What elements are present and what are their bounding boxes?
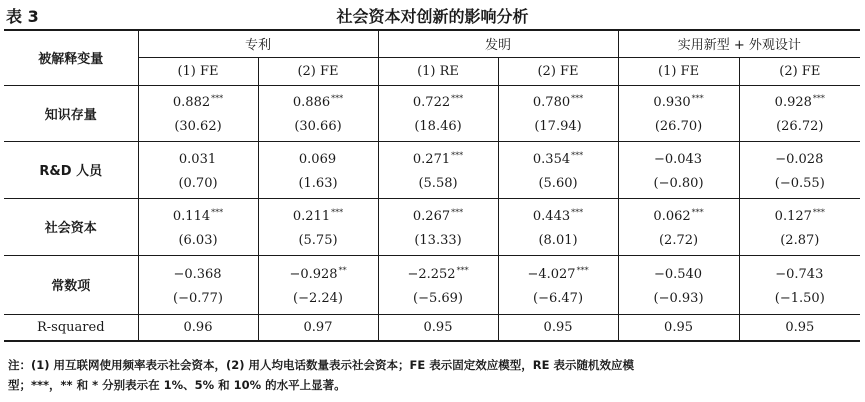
t-statistic: (1.63): [298, 175, 338, 191]
group-header-invention: 发明: [378, 30, 618, 57]
table-row: [4, 198, 860, 255]
coefficient-number: 0.722: [412, 95, 451, 110]
estimate-cell: [258, 198, 378, 255]
estimate-cell: [258, 85, 378, 141]
estimate-cell: [618, 255, 739, 314]
coefficient-number: −4.027: [527, 266, 576, 282]
t-statistic: (6.03): [178, 232, 218, 248]
table-body: [4, 85, 860, 341]
t-statistic: (5.60): [538, 175, 578, 191]
rsquared-value: 0.95: [618, 314, 739, 341]
coefficient-value: [499, 92, 618, 110]
estimate-cell: [498, 141, 618, 198]
rsquared-label: R-squared: [4, 314, 138, 341]
t-statistic: (−1.50): [774, 290, 825, 306]
rsquared-value: 0.95: [378, 314, 498, 341]
coefficient-value: [499, 149, 618, 167]
coefficient-value: [740, 264, 861, 282]
note-line-2: 型；***，** 和 * 分别表示在 1%、5% 和 10% 的水平上显著。: [8, 378, 346, 392]
coefficient-value: [139, 149, 258, 167]
t-statistic: (−5.69): [413, 290, 463, 306]
coefficient-number: 0.882: [172, 95, 211, 110]
significance-stars: ***: [691, 207, 704, 217]
coefficient-number: −0.540: [653, 266, 703, 282]
significance-stars: ***: [571, 207, 584, 217]
significance-stars: ***: [211, 94, 224, 103]
rsquared-value: 0.95: [498, 314, 618, 341]
coefficient-number: 0.780: [532, 95, 571, 110]
coefficient-value: [619, 92, 739, 110]
estimate-cell: [618, 85, 739, 141]
estimate-cell: [138, 141, 258, 198]
coefficient-number: 0.031: [178, 151, 217, 167]
row-label: R&D 人员: [4, 141, 138, 198]
row-label: 社会资本: [4, 198, 138, 255]
significance-stars: ***: [331, 94, 344, 103]
coefficient-number: 0.886: [292, 95, 331, 110]
significance-stars: ***: [451, 150, 464, 160]
estimate-cell: [378, 85, 498, 141]
estimate-cell: [378, 141, 498, 198]
coefficient-value: [619, 149, 739, 167]
model-header: (1) FE: [618, 57, 739, 85]
coefficient-number: −0.928: [289, 266, 338, 282]
t-statistic: (17.94): [534, 119, 582, 134]
coefficient-number: 0.127: [774, 208, 812, 224]
row-label: 常数项: [4, 255, 138, 314]
significance-stars: ***: [691, 94, 704, 103]
significance-stars: ***: [456, 265, 469, 275]
t-statistic: (8.01): [538, 232, 578, 248]
coefficient-number: 0.211: [292, 208, 331, 224]
rsquared-row: [4, 314, 860, 341]
group-header-patent: 专利: [138, 30, 378, 57]
coefficient-value: [139, 206, 258, 224]
coefficient-value: [499, 264, 618, 282]
model-header: (2) FE: [739, 57, 860, 85]
estimate-cell: [739, 141, 860, 198]
t-statistic: (5.58): [418, 175, 458, 191]
table-row: [4, 255, 860, 314]
coefficient-value: [259, 149, 378, 167]
coefficient-value: [619, 206, 739, 224]
coefficient-value: [619, 264, 739, 282]
coefficient-number: −0.368: [173, 266, 222, 282]
estimate-cell: [378, 198, 498, 255]
significance-stars: ***: [812, 207, 825, 217]
estimate-cell: [258, 255, 378, 314]
rsquared-value: 0.97: [258, 314, 378, 341]
estimate-cell: [138, 85, 258, 141]
regression-table: [4, 29, 860, 342]
estimate-cell: [618, 198, 739, 255]
coefficient-value: [740, 92, 861, 110]
estimate-cell: [258, 141, 378, 198]
coefficient-number: 0.114: [172, 208, 211, 224]
t-statistic: (26.70): [654, 119, 703, 134]
t-statistic: (30.62): [174, 119, 222, 134]
t-statistic: (26.72): [776, 119, 824, 134]
row-label: 知识存量: [4, 85, 138, 141]
estimate-cell: [498, 255, 618, 314]
estimate-cell: [498, 198, 618, 255]
significance-stars: ***: [812, 94, 825, 103]
table-row: [4, 141, 860, 198]
coefficient-value: [379, 92, 498, 110]
table-note: [8, 355, 858, 395]
table-row: [4, 85, 860, 141]
model-header: (1) RE: [378, 57, 498, 85]
t-statistic: (30.66): [294, 119, 342, 134]
estimate-cell: [739, 85, 860, 141]
significance-stars: ***: [211, 207, 224, 217]
t-statistic: (18.46): [414, 119, 462, 134]
t-statistic: (−0.55): [774, 175, 825, 191]
group-header-utility-design: 实用新型 + 外观设计: [618, 30, 860, 57]
coefficient-value: [259, 206, 378, 224]
coefficient-value: [740, 149, 861, 167]
significance-stars: ***: [576, 265, 589, 275]
estimate-cell: [138, 198, 258, 255]
t-statistic: (−2.24): [293, 290, 343, 306]
coefficient-value: [139, 264, 258, 282]
table-title: 社会资本对创新的影响分析: [336, 7, 529, 26]
model-header: (2) FE: [258, 57, 378, 85]
t-statistic: (0.70): [178, 175, 218, 191]
coefficient-number: 0.069: [298, 151, 337, 167]
coefficient-value: [740, 206, 861, 224]
coefficient-value: [139, 92, 258, 110]
t-statistic: (−0.93): [653, 290, 704, 306]
coefficient-number: −0.028: [775, 151, 824, 167]
estimate-cell: [378, 255, 498, 314]
coefficient-value: [379, 149, 498, 167]
estimate-cell: [739, 198, 860, 255]
coefficient-number: 0.930: [653, 95, 691, 110]
significance-stars: ***: [331, 207, 344, 217]
coefficient-number: 0.354: [532, 151, 571, 167]
estimate-cell: [138, 255, 258, 314]
coefficient-value: [499, 206, 618, 224]
coefficient-number: 0.267: [412, 208, 451, 224]
t-statistic: (2.72): [658, 232, 699, 248]
coefficient-value: [379, 206, 498, 224]
coefficient-number: 0.928: [774, 95, 812, 110]
significance-stars: **: [338, 265, 347, 275]
t-statistic: (13.33): [414, 232, 462, 248]
significance-stars: ***: [571, 94, 584, 103]
coefficient-value: [259, 264, 378, 282]
t-statistic: (−0.77): [173, 290, 223, 306]
coefficient-number: 0.443: [532, 208, 571, 224]
note-line-1: 注：(1) 用互联网使用频率表示社会资本，(2) 用人均电话数量表示社会资本；FE 表示固定效应模型，RE 表示随机效应模: [8, 358, 634, 372]
coefficient-number: 0.062: [653, 208, 691, 224]
coefficient-number: −0.743: [775, 266, 824, 282]
estimate-cell: [618, 141, 739, 198]
significance-stars: ***: [451, 207, 464, 217]
coefficient-number: 0.271: [412, 151, 451, 167]
estimate-cell: [498, 85, 618, 141]
rsquared-value: 0.96: [138, 314, 258, 341]
rsquared-value: 0.95: [739, 314, 860, 341]
dependent-variable-header: 被解释变量: [4, 30, 138, 85]
model-header: (1) FE: [138, 57, 258, 85]
coefficient-number: −2.252: [407, 266, 456, 282]
estimate-cell: [739, 255, 860, 314]
coefficient-number: −0.043: [653, 151, 703, 167]
table-number: 表 3: [6, 7, 39, 26]
coefficient-value: [259, 92, 378, 110]
t-statistic: (−0.80): [653, 175, 704, 191]
t-statistic: (−6.47): [533, 290, 584, 306]
significance-stars: ***: [571, 150, 584, 160]
coefficient-value: [379, 264, 498, 282]
t-statistic: (5.75): [298, 232, 338, 248]
t-statistic: (2.87): [780, 232, 820, 248]
significance-stars: ***: [451, 94, 464, 103]
model-header: (2) FE: [498, 57, 618, 85]
